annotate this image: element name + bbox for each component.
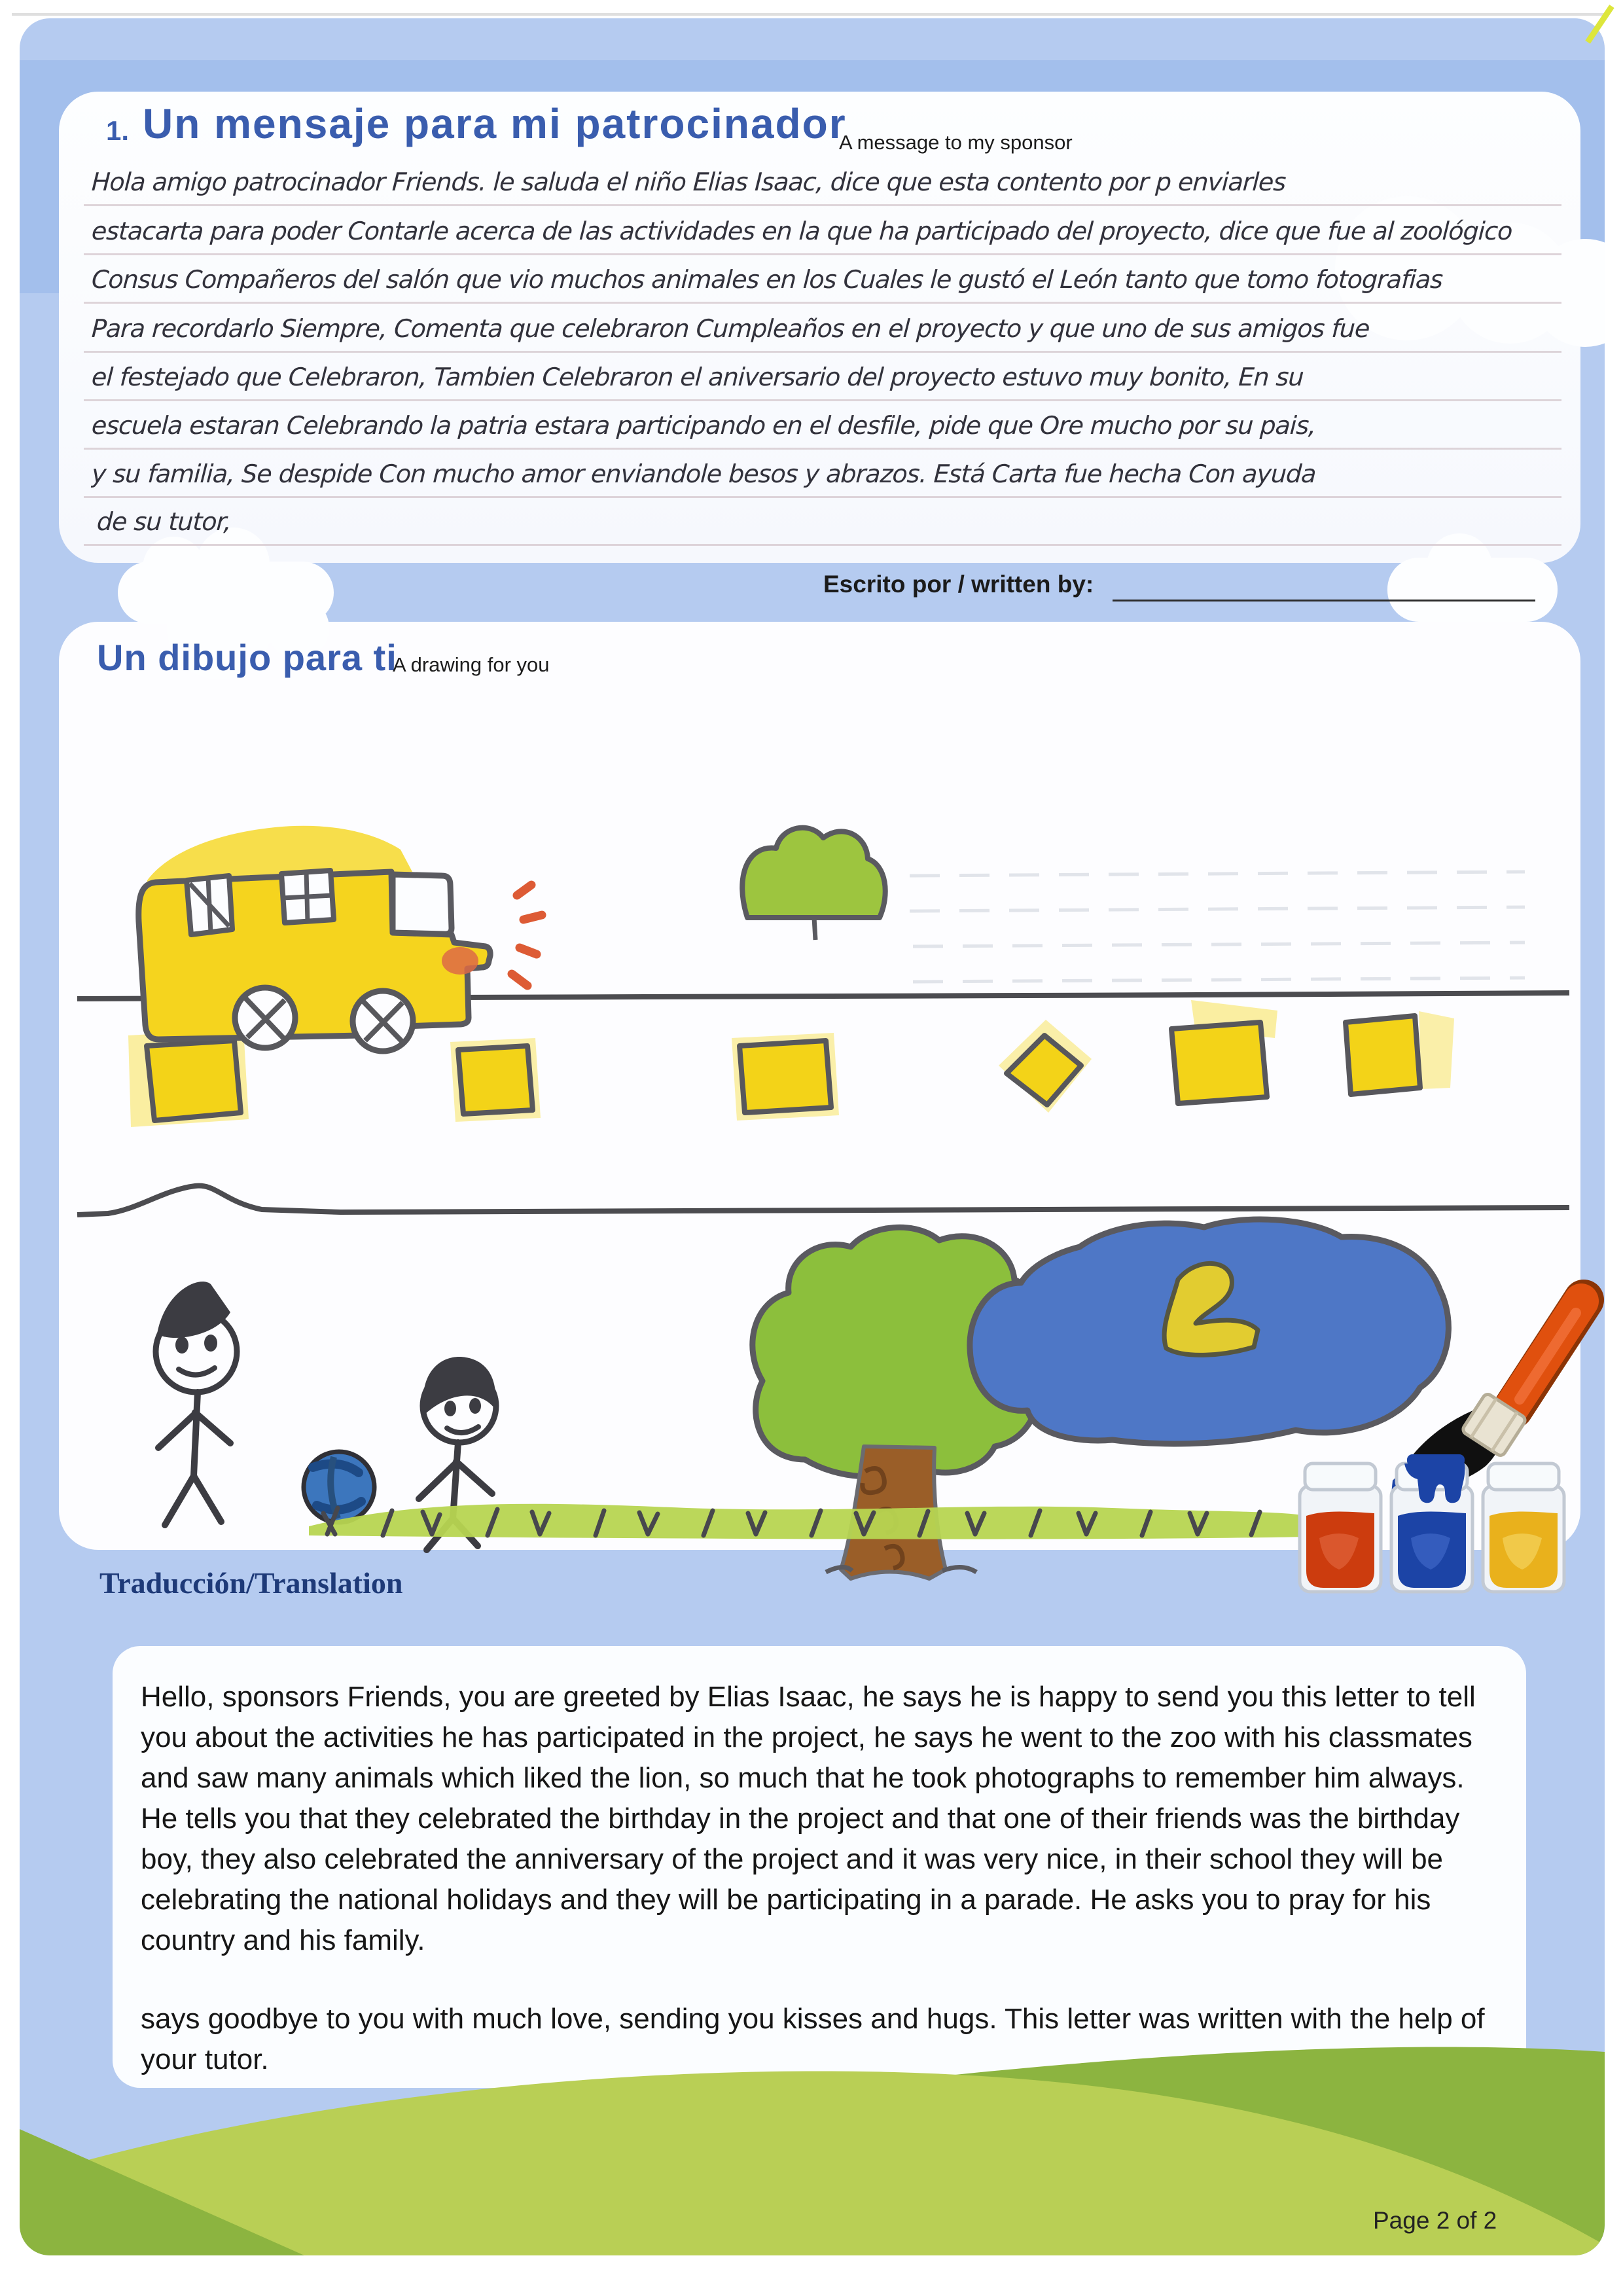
cloud-icon [1427, 533, 1492, 599]
ruled-line [84, 351, 1561, 353]
translation-paragraph: says goodbye to you with much love, sending you kisses and hugs. This letter was written with the help of your tutor. [141, 2003, 1485, 2075]
handwritten-line: de su tutor, [96, 507, 232, 536]
ruled-line [84, 544, 1561, 546]
written-by-label: Escrito por / written by: [823, 571, 1094, 598]
drawing-panel [59, 622, 1580, 1550]
ruled-line [84, 399, 1561, 401]
scan-edge-artifact [12, 13, 1607, 16]
translation-paragraph: Hello, sponsors Friends, you are greeted by Elias Isaac, he says he is happy to send you this letter to tell you about the activities he has participated in the project, he says he went to the zoo with his classmates and saw many animals which liked the lion, so much that he took photographs to remember him always. He tells you that they celebrated the birthday in the project and that one of their friends was the birthday boy, they also celebrated the anniversary of the project and it was very nice, in their school they will be celebrating the national holidays and they will be participating in a parade. He asks you to pray for his country and his family. [141, 1681, 1476, 1956]
page-number: Page 2 of 2 [1373, 2207, 1497, 2234]
handwritten-line: estacarta para poder Contarle acerca de las actividades en la que ha participado del proyecto, dice que fue al zoológico [90, 217, 1513, 245]
handwritten-line: Para recordarlo Siempre, Comenta que celebraron Cumpleaños en el proyecto y que uno de sus amigos fue [90, 314, 1370, 343]
section-number: 1. [106, 115, 130, 146]
handwritten-line: Consus Compañeros del salón que vio muchos animales en los Cuales le gustó el León tanto que tomo fotografias [90, 265, 1444, 294]
ruled-line [84, 496, 1561, 498]
ruled-line [84, 448, 1561, 450]
handwritten-line: escuela estaran Celebrando la patria estara participando en el desfile, pide que Ore mucho por su pais, [90, 411, 1317, 440]
translation-text [141, 1677, 1492, 2118]
message-title-spanish: Un mensaje para mi patrocinador [143, 100, 847, 147]
message-title-english: A message to my sponsor [839, 131, 1073, 154]
drawing-title-english: A drawing for you [393, 653, 550, 676]
handwritten-line: el festejado que Celebraron, Tambien Celebraron el aniversario del proyecto estuvo muy bonito, En su [90, 363, 1304, 391]
ruled-line [84, 302, 1561, 304]
translation-label: Traducción/Translation [99, 1566, 403, 1600]
drawing-title-spanish: Un dibujo para ti [97, 637, 397, 678]
written-by-blank-line [1113, 600, 1535, 601]
letter-template-page [20, 18, 1605, 2255]
handwritten-line: Hola amigo patrocinador Friends. le saluda el niño Elias Isaac, dice que esta contento por p enviarles [90, 168, 1287, 196]
handwritten-line: y su familia, Se despide Con mucho amor enviandole besos y abrazos. Está Carta fue hecha Con ayuda [90, 459, 1317, 488]
ruled-line [84, 253, 1561, 255]
ruled-line [84, 204, 1561, 206]
